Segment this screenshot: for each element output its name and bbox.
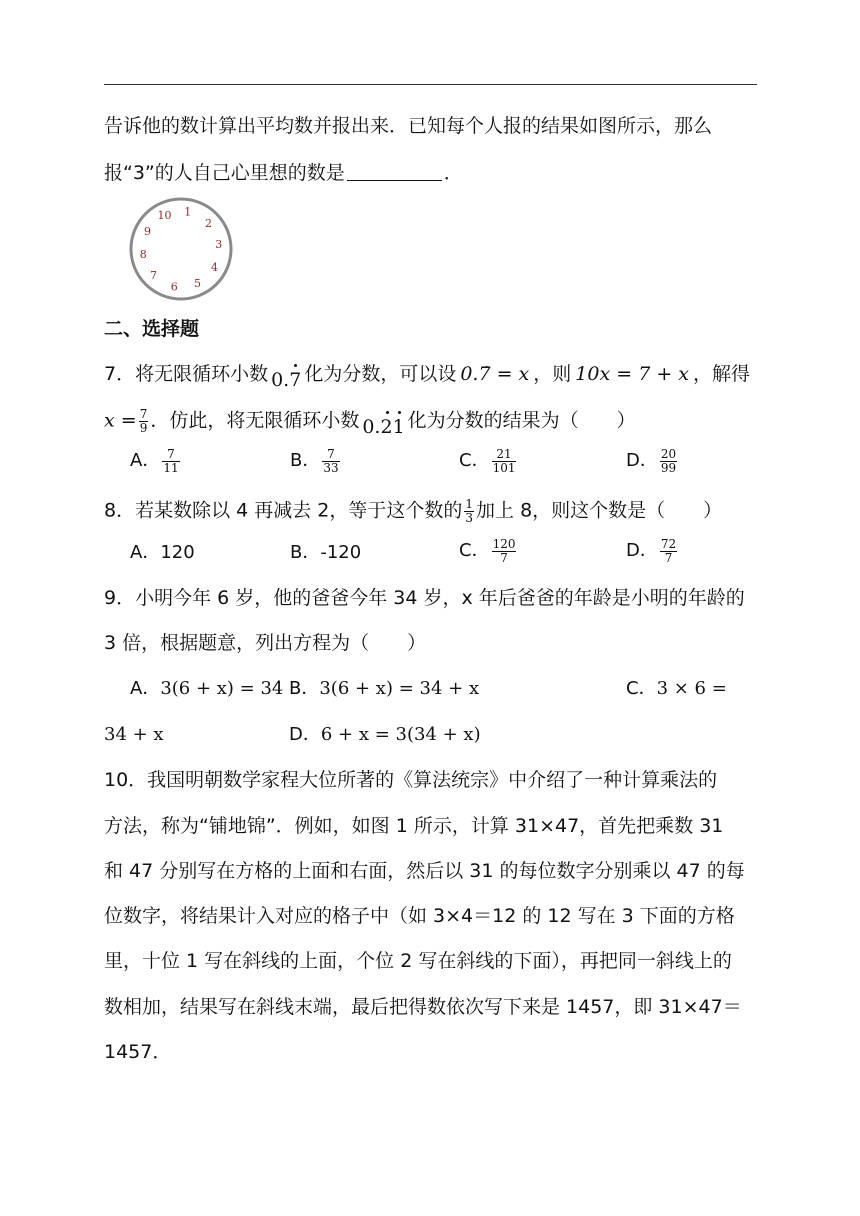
- q9-option-b[interactable]: [289, 680, 479, 698]
- q9-option-c-cont: [104, 726, 164, 744]
- q9-option-a[interactable]: [130, 680, 283, 698]
- q8-line: [104, 498, 722, 524]
- q7-line-2: [104, 407, 636, 438]
- circle-label-4: 4: [211, 261, 218, 274]
- option-label: C．: [459, 540, 490, 562]
- q7-line-1: [104, 363, 751, 391]
- q10-line-1: 10．我国明朝数学家程大位所著的《算法统宗》中介绍了一种计算乘法的: [104, 769, 718, 791]
- q10-line-3: 和 47 分别写在方格的上面和右面，然后以 31 的每位数字分别乘以 47 的每: [104, 860, 745, 882]
- q7-solution-fraction: [139, 408, 149, 434]
- circle-label-5: 5: [194, 277, 201, 291]
- q7-option-d[interactable]: [626, 448, 679, 474]
- option-text: 3(6 + x) = 34: [160, 678, 284, 699]
- denominator: 9: [139, 420, 148, 435]
- circle-label-10: 10: [157, 208, 172, 222]
- q8-text-2: 加上 8，则这个数是（ ）: [476, 499, 723, 522]
- repeating-decimal-1: [271, 369, 301, 391]
- number-circle-figure: [128, 196, 234, 302]
- option-text: 3(6 + x) = 34 + x: [319, 678, 480, 699]
- option-label: B．: [289, 678, 320, 699]
- option-label: D．: [626, 540, 658, 562]
- circle-label-1: 1: [184, 205, 192, 219]
- denominator: 101: [492, 460, 516, 475]
- option-label: B．: [290, 450, 321, 472]
- q7-text-3: ，则: [533, 363, 572, 385]
- intro-line-2: [104, 162, 463, 183]
- q7-option-b[interactable]: [290, 448, 342, 474]
- repeating-digit: 7: [289, 369, 302, 391]
- q7-option-a[interactable]: [130, 448, 182, 474]
- repeating-digit: 2: [380, 415, 393, 438]
- q7-equation-2: 10x = 7 + x: [575, 363, 689, 385]
- decimal-int: 0.: [362, 415, 381, 438]
- numerator: 20: [660, 447, 677, 461]
- option-label: A．: [130, 678, 161, 699]
- option-label: D．: [289, 724, 321, 745]
- q8-option-c[interactable]: [459, 538, 518, 564]
- denominator: 11: [163, 460, 179, 475]
- q8-option-d[interactable]: [626, 538, 679, 564]
- numerator: 120: [492, 537, 516, 551]
- denominator: 7: [500, 550, 508, 565]
- repeating-digit: 1: [392, 415, 405, 438]
- numerator: 21: [492, 448, 517, 462]
- section-title: 二、选择题: [104, 318, 200, 340]
- intro-line-2-text: 报“3”的人自己心里想的数是: [104, 162, 345, 184]
- q9-line-1: 9．小明今年 6 岁，他的爸爸今年 34 岁，x 年后爸爸的年龄是小明的年龄的: [104, 587, 745, 609]
- circle-label-7: 7: [150, 269, 157, 283]
- q8-fraction: [464, 498, 474, 524]
- q10-line-4: 位数字，将结果计入对应的格子中（如 3×4＝12 的 12 写在 3 下面的方格: [104, 905, 735, 927]
- q7-text-5: ．仿此，将无限循环小数: [150, 409, 360, 432]
- q10-line-7: 1457．: [104, 1041, 172, 1063]
- q8-text-1: 8．若某数除以 4 再减去 2，等于这个数的: [104, 499, 463, 522]
- option-text: 3 × 6 =: [656, 678, 727, 699]
- numerator: 7: [322, 448, 339, 462]
- denominator: 3: [465, 510, 474, 525]
- q7-text-6: 化为分数的结果为（ ）: [407, 409, 636, 432]
- q9-line-2: 3 倍，根据题意，列出方程为（ ）: [104, 632, 427, 654]
- q10-line-6: 数相加，结果写在斜线末端，最后把得数依次写下来是 1457，即 31×47＝: [104, 996, 742, 1018]
- option-label: C．: [459, 450, 490, 472]
- q9-option-c[interactable]: [626, 680, 727, 698]
- option-text: 34 + x: [104, 724, 164, 745]
- q7-x-eq: x =: [104, 409, 137, 432]
- numerator: 7: [139, 407, 148, 421]
- denominator: 33: [323, 460, 339, 475]
- circle-label-3: 3: [215, 237, 223, 251]
- q9-option-d[interactable]: [289, 726, 481, 744]
- q8-option-a[interactable]: A．120: [130, 542, 195, 563]
- option-text: 6 + x = 3(34 + x): [320, 724, 481, 745]
- circle-label-2: 2: [205, 216, 212, 230]
- circle-label-6: 6: [170, 280, 178, 294]
- denominator: 7: [664, 550, 673, 565]
- q7-text-2: 化为分数，可以设: [304, 363, 457, 385]
- q7-text-1: 7．将无限循环小数: [104, 363, 269, 385]
- intro-line-1: 告诉他的数计算出平均数并报出来．已知每个人报的结果如图所示，那么: [104, 115, 713, 137]
- decimal-int: 0.: [271, 369, 290, 391]
- repeating-decimal-2: [362, 416, 404, 438]
- option-label: C．: [626, 678, 657, 699]
- numerator: 72: [660, 537, 677, 551]
- q7-equation-1: 0.7̇ = x: [460, 363, 530, 385]
- q10-line-5: 里，十位 1 写在斜线的上面，个位 2 写在斜线的下面），再把同一斜线上的: [104, 950, 732, 972]
- q7-text-4: ，解得: [693, 363, 751, 385]
- option-label: A．: [130, 450, 161, 472]
- circle-label-8: 8: [139, 248, 147, 262]
- q7-option-c[interactable]: [459, 448, 518, 474]
- denominator: 99: [660, 460, 677, 475]
- option-label: D．: [626, 450, 658, 472]
- numerator: 7: [162, 448, 179, 462]
- circle-label-9: 9: [144, 225, 151, 238]
- q8-option-b[interactable]: B．-120: [290, 542, 362, 563]
- answer-blank[interactable]: [347, 162, 442, 181]
- q10-line-2: 方法，称为“铺地锦”．例如，如图 1 所示，计算 31×47，首先把乘数 31: [104, 815, 724, 837]
- numerator: 1: [465, 497, 474, 511]
- header-rule: [104, 84, 757, 85]
- intro-line-2-end: ．: [443, 162, 463, 184]
